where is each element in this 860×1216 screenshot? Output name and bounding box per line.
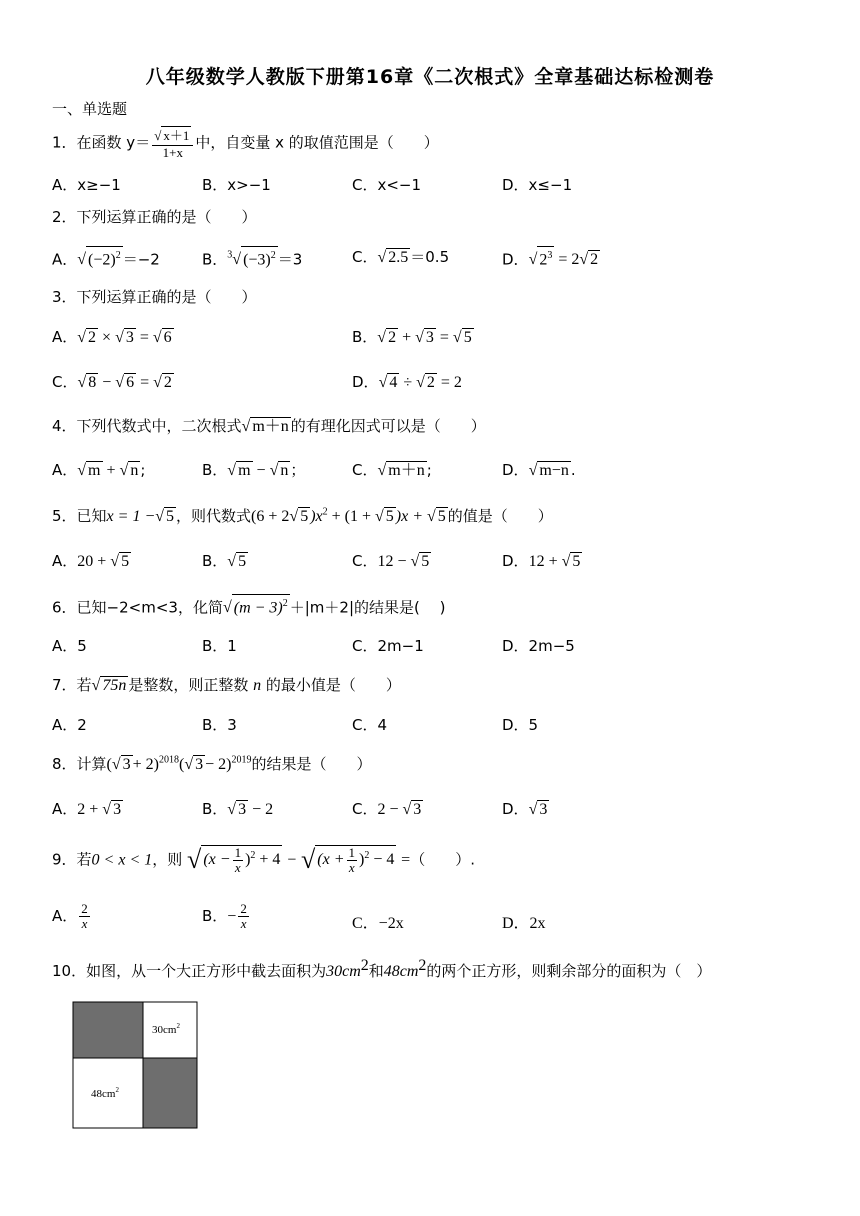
- squares-figure: [72, 1001, 198, 1129]
- q3-b-r1: 2: [388, 329, 397, 346]
- q4-radicand: m＋n: [252, 418, 289, 435]
- q5-expr-b: )x: [310, 508, 323, 525]
- q4-a-end: ;: [140, 461, 146, 479]
- q5-option-a: A．20 + √ 5: [52, 552, 130, 570]
- q5-expr-rad2: 5: [385, 508, 394, 525]
- q3-c-r2: 6: [126, 374, 135, 391]
- q8-d-rad: 3: [539, 801, 548, 818]
- q6-stem-b: ＋|m＋2|的结果是( ): [289, 598, 446, 617]
- question-10: [52, 957, 711, 981]
- q6-radicand: [232, 594, 290, 617]
- q3-option-a: A．√ 2 × √ 3 = √ 6: [52, 328, 172, 346]
- q3-c-r1: 8: [88, 374, 97, 391]
- q5-d-pre: 12 +: [528, 553, 558, 570]
- q10-v2: 48cm: [383, 963, 419, 980]
- q1-option-b: B．x>−1: [202, 176, 271, 194]
- q2-d-label: D．: [502, 250, 529, 269]
- q4-d-end: .: [570, 461, 576, 479]
- q2-a-radicand: [86, 246, 123, 269]
- q4-a-op: +: [106, 462, 116, 479]
- q9-t2-den: x: [348, 860, 355, 875]
- label-30cm: $30cm^2$: [152, 1022, 180, 1036]
- q4-c-label: C．: [352, 461, 378, 479]
- q1-den: 1+x: [162, 145, 183, 160]
- q8-c-pre: 2 −: [377, 801, 399, 818]
- q8-c-label: C．: [352, 800, 378, 818]
- q4-b-op: −: [256, 462, 266, 479]
- q6-stem-a: 6．已知−2<m<3，化简: [52, 598, 223, 617]
- q5-stem-a: 5．已知: [52, 507, 107, 525]
- q9-t1b: ): [245, 851, 251, 869]
- question-7: 7．若√ 75n 是整数，则正整数 n 的最小值是（ ）: [52, 676, 401, 694]
- q1-stem-a: 1．在函数 y＝: [52, 133, 151, 152]
- q8-option-b: B．√ 3 − 2: [202, 800, 274, 818]
- q3-b-label: B．: [352, 328, 378, 346]
- q2-d-in: 2: [539, 251, 548, 269]
- q5-c-rad: 5: [421, 553, 430, 570]
- q5-x-eq: x = 1 −: [106, 508, 156, 525]
- q9-t1-num: 1: [234, 845, 242, 860]
- q9-t2-num: 1: [348, 845, 356, 860]
- q3-option-c: C．√ 8 − √ 6 = √ 2: [52, 373, 172, 391]
- q5-a-pre: 20 +: [77, 553, 107, 570]
- q8-p4: − 2): [205, 756, 232, 773]
- q4-c-r1: m＋n: [388, 462, 425, 479]
- q4-b-r2: n: [280, 462, 289, 479]
- q3-a-label: A．: [52, 328, 78, 346]
- q8-option-a: A．2 + √ 3: [52, 800, 122, 818]
- q8-d-label: D．: [502, 800, 529, 818]
- q7-stem-c: 的最小值是（ ）: [265, 676, 401, 694]
- q9-a-label: A．: [52, 907, 78, 925]
- question-6: 6．已知−2<m<3，化简√ $(m - 3)^2 +|m+2|$的结果是( ): [52, 594, 446, 617]
- q10-e1: 2: [360, 957, 369, 974]
- q4-b-r1: m: [238, 462, 251, 479]
- q5-option-b: B．√ 5: [202, 552, 247, 570]
- q5-expr-exp: 2: [322, 506, 328, 518]
- q3-d-r1: 4: [389, 374, 398, 391]
- q4-a-r1: m: [88, 462, 101, 479]
- q5-expr-c: + (1 +: [331, 508, 371, 525]
- q8-c-rad: 3: [413, 801, 422, 818]
- label-48cm: $48cm^2$: [91, 1086, 119, 1100]
- q2-b-rest: ＝3: [277, 250, 303, 269]
- q8-b-post: − 2: [252, 801, 274, 818]
- q7-radicand: 75n: [102, 677, 127, 694]
- q5-c-pre: 12 −: [377, 553, 407, 570]
- q9-stem-b: ，则: [152, 850, 183, 869]
- q9-option-a: [52, 902, 92, 931]
- q8-b-label: B．: [202, 800, 228, 818]
- q4-option-d: D．√ m−n .: [502, 461, 576, 479]
- q2-c-rest: ＝0.5: [410, 248, 450, 266]
- q9-t1-den: x: [234, 860, 241, 875]
- q5-option-c: C．12 − √ 5: [352, 552, 430, 570]
- q8-stem-a: 8．计算: [52, 755, 107, 773]
- q6-option-b: B．1: [202, 637, 237, 655]
- q3-option-b: B．√ 2 + √ 3 = √ 5: [352, 328, 472, 346]
- q4-option-a: A．√ m + √ n ;: [52, 461, 146, 479]
- q1-fraction: $\frac{√ x+1}{1+x}$: [152, 126, 193, 160]
- q5-c-label: C．: [352, 552, 378, 570]
- q2-option-d: D．√ $2^3 = 2√$ 2: [502, 246, 600, 269]
- q8-a-rad: 3: [113, 801, 122, 818]
- q6-option-c: C．2m−1: [352, 637, 424, 655]
- q10-stem-a: 10．如图，从一个大正方形中截去面积为: [52, 962, 327, 980]
- q5-stem-b: ，则代数式: [176, 507, 252, 525]
- q5-expr-d: )x +: [395, 508, 424, 525]
- q2-b-radicand: [241, 246, 278, 269]
- q2-b-label: B．: [202, 250, 228, 269]
- q1-option-d: D．x≤−1: [502, 176, 573, 194]
- q2-a-exp: 2: [115, 250, 121, 261]
- q9-eq: =: [401, 851, 411, 869]
- q7-option-d: D．5: [502, 716, 539, 734]
- q3-c-r3: 2: [163, 374, 172, 391]
- question-4: 4．下列代数式中，二次根式√ m＋n 的有理化因式可以是（ ）: [52, 417, 486, 435]
- q3-option-d: D．√ 4 ÷ √ 2 = 2: [352, 373, 462, 391]
- q3-d-r2: 2: [426, 374, 435, 391]
- q7-stem-b: 是整数，则正整数: [128, 676, 249, 694]
- q8-r1: 3: [122, 756, 131, 773]
- q9-term2: [315, 845, 396, 875]
- q4-option-c: C．√ m＋n ;: [352, 461, 432, 479]
- q2-a-in: (−2): [88, 251, 116, 269]
- q3-a-r3: 6: [163, 329, 172, 346]
- q10-stem-c: 的两个正方形，则剩余部分的面积为（ ）: [426, 962, 712, 980]
- q9-b-label: B．: [202, 907, 228, 925]
- q5-a-rad: 5: [121, 553, 130, 570]
- q2-d-radicand: [537, 246, 554, 269]
- q1-stem-b: 中，自变量 x 的取值范围是（ ）: [195, 133, 439, 152]
- q10-e2: 2: [418, 957, 427, 974]
- q7-stem-a: 7．若: [52, 676, 92, 694]
- q8-e2: 2019: [231, 754, 252, 766]
- q3-c-op: −: [102, 374, 112, 391]
- q2-c-label: C．: [352, 248, 378, 266]
- q5-x-rad: 5: [166, 508, 175, 525]
- q2-option-a: A．√ $(-2)^2 =-2$: [52, 246, 160, 269]
- q8-stem-b: 的结果是（ ）: [251, 755, 372, 773]
- q9-cond: 0 < x < 1: [91, 851, 153, 869]
- q4-stem-a: 4．下列代数式中，二次根式: [52, 417, 242, 435]
- q4-b-label: B．: [202, 461, 228, 479]
- q1-option-c: C．x<−1: [352, 176, 422, 194]
- q9-t1a: (x −: [203, 851, 231, 869]
- q5-expr-rad1: 5: [300, 508, 309, 525]
- question-3: 3．下列运算正确的是（ ）: [52, 288, 257, 306]
- q3-a-op: ×: [102, 329, 112, 346]
- q1-option-a: A．x≥−1: [52, 176, 121, 194]
- q9-option-d: D．2x: [502, 915, 546, 932]
- question-2: 2．下列运算正确的是（ ）: [52, 208, 257, 226]
- section-heading: 一、单选题: [52, 100, 128, 118]
- q9-b-num: 2: [240, 901, 247, 916]
- q10-stem-b: 和: [368, 962, 384, 980]
- q2-b-in: (−3): [243, 251, 271, 269]
- q2-option-c: C．√ 2.5 ＝0.5: [352, 248, 450, 266]
- q3-c-eq: =: [140, 374, 150, 391]
- q5-b-label: B．: [202, 552, 228, 570]
- q5-stem-c: 的值是（ ）: [447, 507, 553, 525]
- q7-n: n: [253, 677, 262, 694]
- q8-a-pre: 2 +: [77, 801, 99, 818]
- q3-b-r3: 5: [463, 329, 472, 346]
- q3-a-r2: 3: [125, 329, 134, 346]
- q9-a-num: 2: [81, 901, 88, 916]
- q8-option-d: D．√ 3: [502, 800, 548, 818]
- q2-c-in: 2.5: [388, 249, 409, 266]
- q4-option-b: B．√ m − √ n ；: [202, 461, 306, 479]
- q9-t1e: 2: [250, 849, 256, 861]
- q2-d-mid: = 2: [558, 251, 580, 269]
- q8-e1: 2018: [159, 754, 180, 766]
- q4-a-label: A．: [52, 461, 78, 479]
- q4-a-r2: n: [130, 462, 139, 479]
- q5-option-d: D．12 + √ 5: [502, 552, 581, 570]
- q9-t2b: ): [359, 851, 365, 869]
- q3-d-eq: = 2: [440, 374, 462, 391]
- q3-c-label: C．: [52, 373, 78, 391]
- q3-a-r1: 2: [88, 329, 97, 346]
- q2-d-in2: 2: [590, 251, 599, 269]
- q2-b-exp: 2: [270, 250, 276, 261]
- q9-b-den: x: [240, 916, 247, 931]
- q9-minus: −: [287, 851, 297, 869]
- q1-num: x＋1: [163, 128, 190, 143]
- q5-d-rad: 5: [572, 553, 581, 570]
- q9-b-neg: −: [227, 908, 237, 925]
- q3-a-eq: =: [139, 329, 149, 346]
- q7-option-b: B．3: [202, 716, 237, 734]
- q9-stem-c: （ ）.: [410, 850, 475, 869]
- q3-b-eq: =: [439, 329, 449, 346]
- q2-a-label: A．: [52, 250, 78, 269]
- q2-b-index: 3: [227, 250, 233, 261]
- q8-p3: (: [179, 756, 185, 773]
- q8-r2: 3: [195, 756, 204, 773]
- q4-c-end: ;: [426, 461, 432, 479]
- q9-option-b: [202, 902, 251, 931]
- q2-option-b: B．$^3$√ $(-3)^2 =3$: [202, 246, 302, 269]
- q8-option-c: C．2 − √ 3: [352, 800, 422, 818]
- q8-b-rad: 3: [238, 801, 247, 818]
- q6-rad: (m − 3): [233, 599, 283, 617]
- q2-d-exp: 3: [547, 250, 553, 261]
- q2-a-rest: ＝−2: [122, 250, 160, 269]
- page-title: 八年级数学人教版下册第16章《二次根式》全章基础达标检测卷: [145, 66, 715, 88]
- question-9: 9．若0 < x < 1，则 √ (x − $\frac{1}{x}$ )$^2$ + 4 − √ (x + $\frac{1}{x}$ )$^2$ − 4 =（ ）.: [52, 845, 475, 875]
- q5-expr-rad3: 5: [437, 508, 446, 525]
- question-1: [52, 126, 439, 160]
- q5-b-rad: 5: [238, 553, 247, 570]
- q6-option-d: D．2m−5: [502, 637, 575, 655]
- q9-t2c: − 4: [373, 851, 395, 869]
- q3-d-op: ÷: [403, 374, 413, 391]
- shaded-rect-top-left: [73, 1002, 143, 1058]
- shaded-rect-bottom-right: [143, 1058, 197, 1128]
- q3-b-op: +: [402, 329, 412, 346]
- q10-v1: 30cm: [326, 963, 361, 980]
- q6-option-a: A．5: [52, 637, 87, 655]
- q9-t2e: 2: [364, 849, 370, 861]
- q8-p2: + 2): [132, 756, 160, 773]
- question-5: 5．已知x = 1 −√ 5 ，则代数式(6 + 2√ 5 )$x^2 + (1$ + √ 5 )x + √ 5 的值是（ ）: [52, 506, 553, 525]
- q9-stem-a: 9．若: [52, 850, 92, 869]
- question-8: 8．计算(√ 3 + 2)$^{2018}$(√ 3 − 2)$^{2019}$的结果是（ ）: [52, 754, 372, 773]
- q3-b-r2: 3: [425, 329, 434, 346]
- q5-d-label: D．: [502, 552, 529, 570]
- q4-b-end: ；: [290, 461, 306, 479]
- q9-t2a: (x +: [317, 851, 345, 869]
- q4-d-label: D．: [502, 461, 529, 479]
- q6-exp: 2: [282, 598, 288, 609]
- q5-expr-a: (6 + 2: [251, 508, 290, 525]
- q9-t1c: + 4: [259, 851, 281, 869]
- q5-a-label: A．: [52, 552, 78, 570]
- q7-option-a: A．2: [52, 716, 87, 734]
- q8-p1: (: [106, 756, 112, 773]
- q4-stem-b: 的有理化因式可以是（ ）: [290, 417, 486, 435]
- q3-d-label: D．: [352, 373, 379, 391]
- q7-option-c: C．4: [352, 716, 388, 734]
- q9-option-c: C．−2x: [352, 915, 404, 932]
- q9-term1: [201, 845, 282, 875]
- q8-a-label: A．: [52, 800, 78, 818]
- q9-a-den: x: [81, 916, 88, 931]
- q4-d-r1: m−n: [539, 462, 569, 479]
